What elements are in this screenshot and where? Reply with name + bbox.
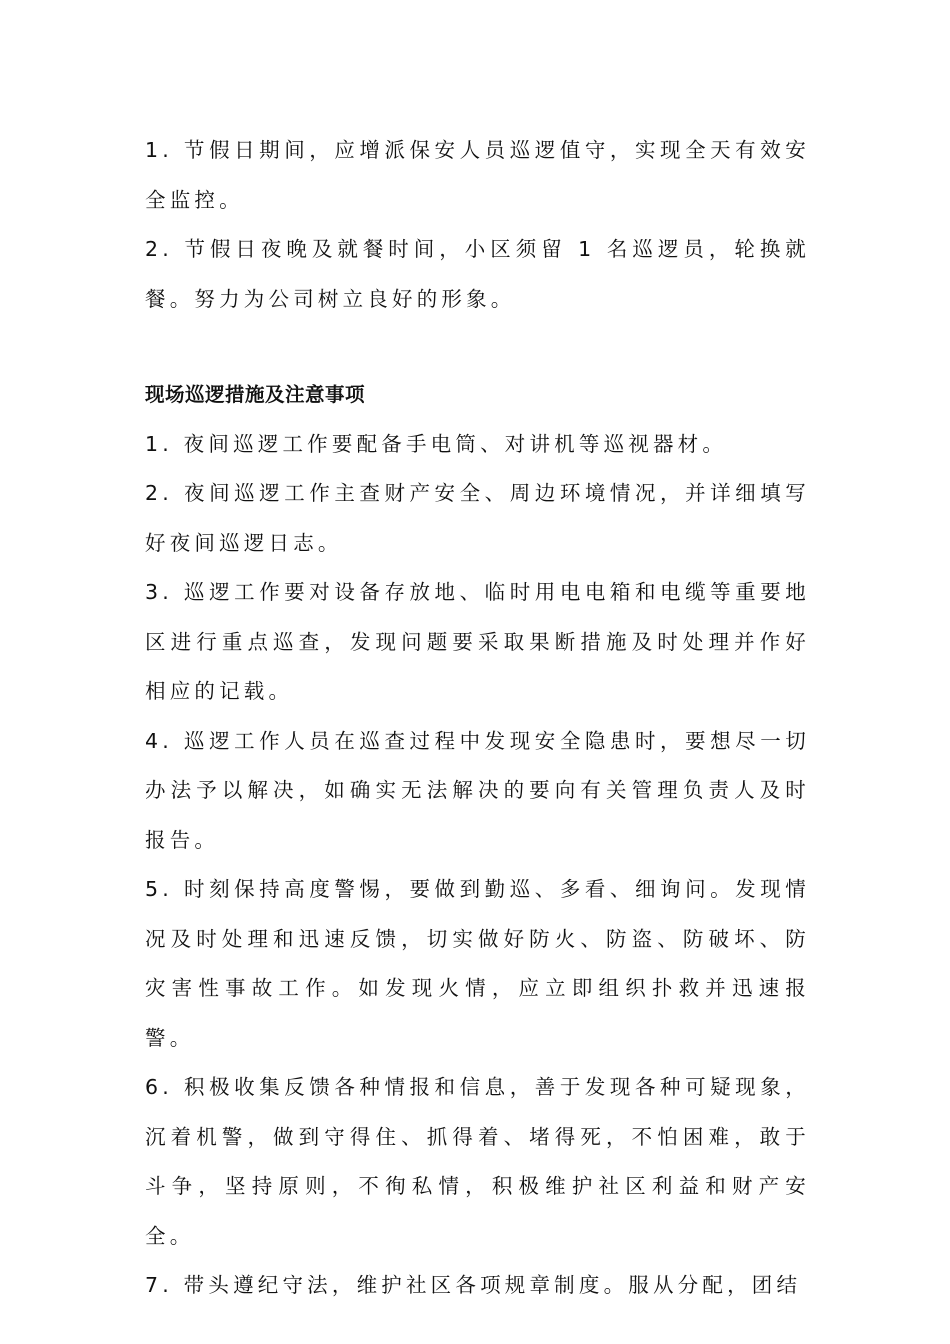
patrol-item-2: 2. 夜间巡逻工作主查财产安全、周边环境情况，并详细填写好夜间巡逻日志。 xyxy=(145,481,810,555)
section-gap xyxy=(145,324,810,370)
patrol-item-4: 4. 巡逻工作人员在巡查过程中发现安全隐患时，要想尽一切办法予以解决，如确实无法解决的要向有关管理负责人及时报告。 xyxy=(145,728,810,852)
patrol-item-5: 5. 时刻保持高度警惕，要做到勤巡、多看、细询问。发现情况及时处理和迅速反馈，切实做好防火、防盗、防破坏、防灾害性事故工作。如发现火情，应立即组织扑救并迅速报警。 xyxy=(145,877,810,1050)
patrol-item-6: 6. 积极收集反馈各种情报和信息，善于发现各种可疑现象，沉着机警，做到守得住、抓得着、堵得死，不怕困难，敢于斗争，坚持原则，不徇私情，积极维护社区利益和财产安全。 xyxy=(145,1075,810,1248)
patrol-item-3: 3. 巡逻工作要对设备存放地、临时用电电箱和电缆等重要地区进行重点巡查，发现问题要采取果断措施及时处理并作好相应的记载。 xyxy=(145,580,810,703)
patrol-item-1: 1. 夜间巡逻工作要配备手电筒、对讲机等巡视器材。 xyxy=(145,431,728,456)
section-heading: 现场巡逻措施及注意事项 xyxy=(145,383,366,406)
holiday-item-1: 1. 节假日期间，应增派保安人员巡逻值守，实现全天有效安全监控。 xyxy=(145,138,810,212)
patrol-item-7: 7. 带头遵纪守法，维护社区各项规章制度。服从分配，团结 xyxy=(145,1273,802,1297)
document-page xyxy=(145,126,810,1311)
holiday-item-2: 2. 节假日夜晚及就餐时间，小区须留 1 名巡逻员，轮换就餐。努力为公司树立良好的形象。 xyxy=(145,237,810,311)
